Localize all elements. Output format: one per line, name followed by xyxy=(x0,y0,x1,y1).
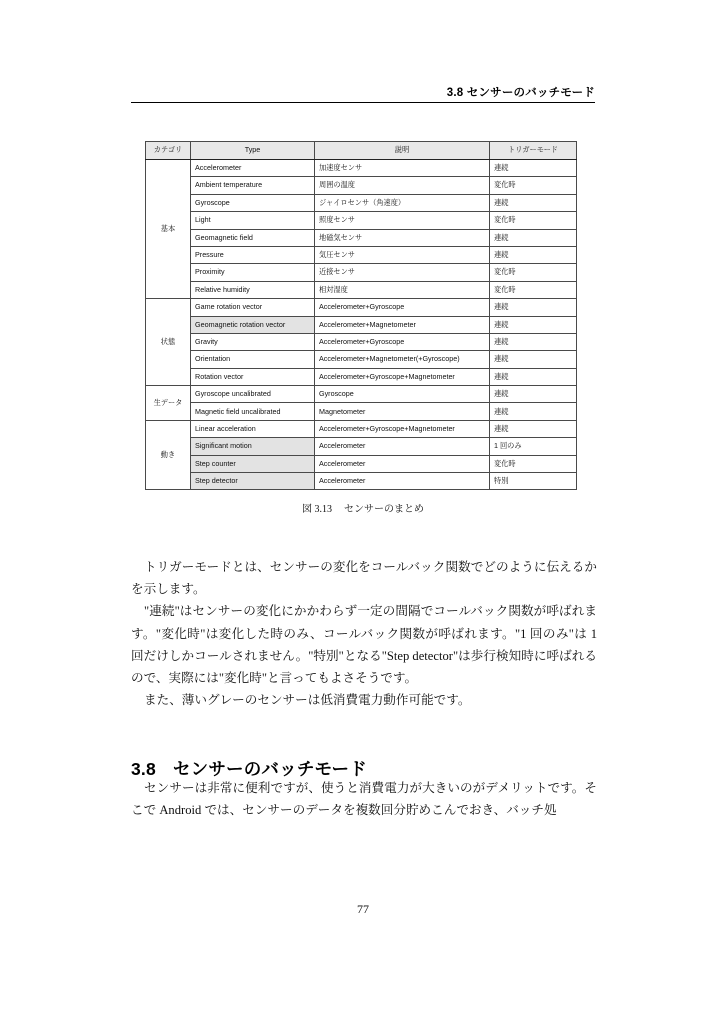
cell-description: Accelerometer+Gyroscope xyxy=(315,299,490,316)
cell-description: Accelerometer xyxy=(315,473,490,490)
cell-trigger: 連続 xyxy=(490,386,577,403)
cell-description: 地磁気センサ xyxy=(315,229,490,246)
cell-trigger: 変化時 xyxy=(490,264,577,281)
table-row xyxy=(146,194,577,211)
running-header: 3.8 センサーのバッチモード xyxy=(446,87,595,99)
paragraph-text: センサーは非常に便利ですが、使うと消費電力が大きいのがデメリットです。そこで Android では、センサーのデータを複数回分貯めこんでおき、バッチ処 xyxy=(131,781,597,818)
cell-trigger: 連続 xyxy=(490,316,577,333)
table-row xyxy=(146,473,577,490)
table-row xyxy=(146,229,577,246)
table-row xyxy=(146,351,577,368)
cell-trigger: 1 回のみ xyxy=(490,438,577,455)
table-row xyxy=(146,403,577,420)
cell-type: Game rotation vector xyxy=(191,299,315,316)
paragraph-text: トリガーモードとは、センサーの変化をコールバック関数でどのように伝えるかを示します。 xyxy=(131,560,597,597)
cell-trigger: 変化時 xyxy=(490,177,577,194)
cell-trigger: 連続 xyxy=(490,194,577,211)
cell-trigger: 連続 xyxy=(490,160,577,177)
section-title: センサーのバッチモード xyxy=(172,758,367,779)
cell-type: Linear acceleration xyxy=(191,420,315,437)
paragraph-trigger-mode-intro xyxy=(131,556,597,600)
table-row xyxy=(146,333,577,350)
cell-type: Gyroscope xyxy=(191,194,315,211)
col-header-description: 説明 xyxy=(315,142,490,160)
cell-trigger: 特別 xyxy=(490,473,577,490)
table-row xyxy=(146,455,577,472)
section-number: 3.8 xyxy=(131,758,156,779)
cell-trigger: 連続 xyxy=(490,229,577,246)
cell-trigger: 連続 xyxy=(490,333,577,350)
table-row xyxy=(146,264,577,281)
cell-description: 照度センサ xyxy=(315,212,490,229)
table-body xyxy=(146,160,577,490)
figure-caption xyxy=(131,500,595,515)
cell-description: 近接センサ xyxy=(315,264,490,281)
cell-trigger: 連続 xyxy=(490,246,577,263)
cell-type: Step detector xyxy=(191,473,315,490)
cell-description: 相対湿度 xyxy=(315,281,490,298)
table-header xyxy=(146,142,577,160)
cell-trigger: 連続 xyxy=(490,351,577,368)
cell-description: Accelerometer+Magnetometer(+Gyroscope) xyxy=(315,351,490,368)
cell-trigger: 連続 xyxy=(490,368,577,385)
table-row xyxy=(146,438,577,455)
cell-category: 状態 xyxy=(146,299,191,386)
col-header-trigger: トリガーモード xyxy=(490,142,577,160)
table-row xyxy=(146,368,577,385)
cell-type: Significant motion xyxy=(191,438,315,455)
cell-type: Pressure xyxy=(191,246,315,263)
cell-description: ジャイロセンサ（角速度） xyxy=(315,194,490,211)
cell-description: 周囲の温度 xyxy=(315,177,490,194)
cell-description: Accelerometer+Gyroscope+Magnetometer xyxy=(315,368,490,385)
col-header-type: Type xyxy=(191,142,315,160)
cell-type: Orientation xyxy=(191,351,315,368)
cell-type: Accelerometer xyxy=(191,160,315,177)
cell-type: Geomagnetic rotation vector xyxy=(191,316,315,333)
cell-type: Rotation vector xyxy=(191,368,315,385)
cell-description: Accelerometer+Gyroscope+Magnetometer xyxy=(315,420,490,437)
cell-description: 加速度センサ xyxy=(315,160,490,177)
cell-type: Ambient temperature xyxy=(191,177,315,194)
table-row xyxy=(146,299,577,316)
header-rule xyxy=(131,102,595,103)
cell-description: Gyroscope xyxy=(315,386,490,403)
paragraph-batch-mode-intro xyxy=(131,777,597,821)
table-row xyxy=(146,386,577,403)
figure-caption-text: センサーのまとめ xyxy=(344,504,424,515)
table-row xyxy=(146,160,577,177)
body-text-block-2 xyxy=(131,777,597,821)
cell-type: Gravity xyxy=(191,333,315,350)
paragraph-trigger-mode-detail xyxy=(131,600,597,689)
cell-description: Accelerometer+Magnetometer xyxy=(315,316,490,333)
cell-description: Accelerometer xyxy=(315,438,490,455)
cell-description: Accelerometer xyxy=(315,455,490,472)
table-row xyxy=(146,420,577,437)
figure-caption-number: 図 3.13 xyxy=(302,504,332,515)
cell-description: 気圧センサ xyxy=(315,246,490,263)
cell-description: Accelerometer+Gyroscope xyxy=(315,333,490,350)
cell-category: 動き xyxy=(146,420,191,490)
cell-type: Magnetic field uncalibrated xyxy=(191,403,315,420)
cell-trigger: 連続 xyxy=(490,403,577,420)
cell-type: Light xyxy=(191,212,315,229)
cell-category: 生データ xyxy=(146,386,191,421)
body-text-block-1 xyxy=(131,556,597,711)
cell-type: Gyroscope uncalibrated xyxy=(191,386,315,403)
table-row xyxy=(146,316,577,333)
cell-type: Relative humidity xyxy=(191,281,315,298)
col-header-category: カテゴリ xyxy=(146,142,191,160)
table-row xyxy=(146,177,577,194)
paragraph-text: また、薄いグレーのセンサーは低消費電力動作可能です。 xyxy=(144,693,471,708)
cell-description: Magnetometer xyxy=(315,403,490,420)
sensor-summary-figure xyxy=(145,141,576,490)
sensor-summary-table xyxy=(145,141,577,490)
paragraph-low-power-note xyxy=(131,689,597,711)
table-header-row xyxy=(146,142,577,160)
cell-trigger: 変化時 xyxy=(490,212,577,229)
table-row xyxy=(146,281,577,298)
table-row xyxy=(146,246,577,263)
cell-type: Proximity xyxy=(191,264,315,281)
cell-type: Step counter xyxy=(191,455,315,472)
cell-trigger: 変化時 xyxy=(490,455,577,472)
cell-category: 基本 xyxy=(146,160,191,299)
cell-trigger: 連続 xyxy=(490,420,577,437)
cell-type: Geomagnetic field xyxy=(191,229,315,246)
table-row xyxy=(146,212,577,229)
paragraph-text: "連続"はセンサーの変化にかかわらず一定の間隔でコールバック関数が呼ばれます。"変化時"は変化した時のみ、コールバック関数が呼ばれます。"1 回のみ"は 1 回だけしかコールされません。"特別"となる"Step detector"は歩行検知時に呼ばれるので、実際には"変化時"と言ってもよさそうです。 xyxy=(131,604,597,686)
cell-trigger: 連続 xyxy=(490,299,577,316)
page-number: 77 xyxy=(357,902,369,916)
cell-trigger: 変化時 xyxy=(490,281,577,298)
